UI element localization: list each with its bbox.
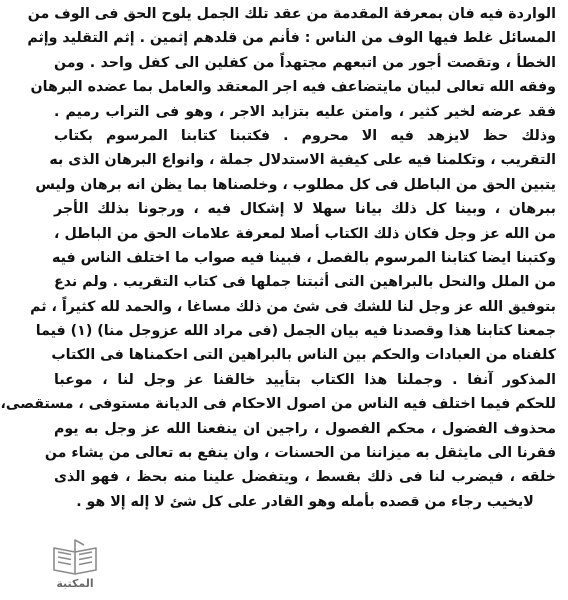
text-line-3: الخطأ ، وتقصت أجور من اتبعهم مجتهداً من كفلين الى كفل واحد . ومن	[54, 54, 556, 71]
text-line-18: محذوف الفضول ، محكم الفصول ، راجين ان ينفعنا الله عز وجل به يوم	[54, 420, 556, 437]
text-line-1: الواردة فيه فان بمعرفة المقدمة من عقد تلك الجمل يلوح الحق فى الوف من	[27, 6, 556, 22]
text-line-6: وذلك حظ لايزهد فيه الا محروم . فكتبنا كتابنا المرسوم بكتاب	[54, 127, 556, 144]
book-library-icon	[50, 536, 100, 576]
text-line-7: التقريب ، وتكلمنا فيه على كيفية الاستدلال جملة ، وانواع البرهان الذى به	[49, 152, 556, 169]
text-line-5: فقد عرضه لخير كثير ، وامتن عليه بتزايد الاجر ، وهو فى التراب رميم .	[54, 103, 556, 120]
text-line-13: بتوفيق الله عز وجل لنا للشك فى شئ من ذلك مساغا ، والحمد لله كثيراً ، ثم	[30, 298, 556, 315]
text-line-15: كلفناه من العبادات والحكم بين الناس بالبراهين التى احكمناها فى الكتاب	[51, 347, 556, 364]
text-line-17: للحكم فيما اختلف فيه الناس من اصول الاحكام فى الديانة مستوفى ، مستقصى،	[0, 396, 556, 413]
body-text	[0, 2, 556, 514]
text-line-8: يتبين الحق من الباطل فى كل مطلوب ، وخلصناها بما يظن انه برهان وليس	[35, 176, 556, 193]
watermark-label: المكتبة	[56, 577, 94, 590]
text-line-16: المذكور آنفا . وجملنا هذا الكتاب بتأييد خالقنا عز وجل لنا ، موعبا	[54, 371, 556, 388]
text-line-20: خلقه ، فيضرب لنا فى ذلك بقسط ، ويتفضل علينا منه بحظ ، فهو الذى	[54, 469, 556, 486]
text-line-19: فقرنا الى مايثقل به ميزاننا من الحسنات ، وان ينفع به تعالى من يشاء من	[44, 445, 556, 462]
text-line-21: لايخيب رجاء من قصده بأمله وهو القادر على كل شئ لا إله إلا هو .	[76, 493, 534, 510]
text-line-2: المسائل غلط فيها الوف من الناس : فأنم من قلدهم إثمين . إثم التقليد وإثم	[27, 30, 556, 47]
library-watermark-logo	[50, 536, 100, 594]
text-line-11: وكتبنا ايضا كتابنا المرسوم بالفصل ، فبينا فيه صواب ما اختلف الناس فيه	[51, 249, 556, 266]
text-line-14: جمعنا كتابنا هذا وقصدنا فيه بيان الجمل (فى مراد الله عزوجل منا) (١) فيما	[35, 323, 556, 340]
text-line-12: من الملل والنحل بالبراهين التى أثبتنا جملها فى كتاب التقريب . ولم ندع	[54, 274, 556, 291]
text-line-10: من الله عز وجل فكان ذلك الكتاب أصلا لمعرفة علامات الحق من الباطل ،	[54, 225, 556, 242]
text-line-9: ببرهان ، وبينا كل ذلك بيانا سهلا لا إشكال فيه ، ورجونا بذلك الأجر	[54, 201, 556, 218]
text-line-4: وفقه الله تعالى لبيان مايتضاعف فيه اجر المعتقد والعامل بما عضده البرهان	[30, 79, 556, 96]
